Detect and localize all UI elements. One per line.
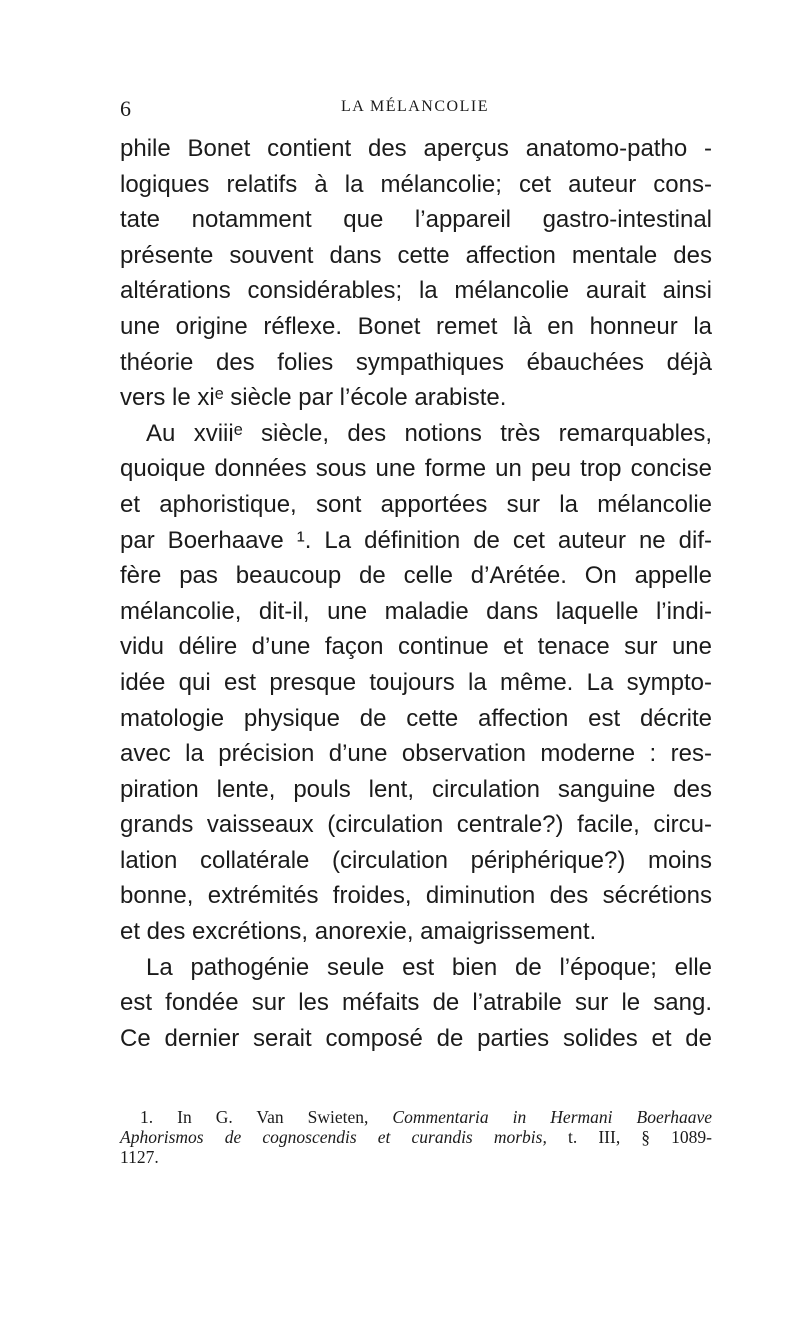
footnote-line xyxy=(120,1107,712,1127)
text-line: et des excrétions, anorexie, amaigrissement. xyxy=(120,918,597,946)
text-line: vidu délire d’une façon continue et tenace sur une xyxy=(120,633,712,661)
text-line: grands vaisseaux (circulation centrale?) facile, circu- xyxy=(120,811,712,839)
text-line: mélancolie, dit-il, une maladie dans laquelle l’indi- xyxy=(120,597,712,625)
footnote-line: 1127. xyxy=(120,1147,159,1167)
text-line: piration lente, pouls lent, circulation sanguine des xyxy=(120,775,712,803)
text-line: La pathogénie seule est bien de l’époque; elle xyxy=(146,953,712,981)
text-line: avec la précision d’une observation moderne : res- xyxy=(120,740,712,768)
footnote xyxy=(120,1107,712,1167)
text-line: par Boerhaave ¹. La définition de cet auteur ne dif- xyxy=(120,526,712,554)
text-line: lation collatérale (circulation périphérique?) moins xyxy=(120,846,712,874)
text-line: tate notamment que l’appareil gastro-intestinal xyxy=(120,206,712,234)
text-line: altérations considérables; la mélancolie aurait ainsi xyxy=(120,277,712,305)
text-line: quoique données sous une forme un peu trop concise xyxy=(120,455,712,483)
text-line: une origine réflexe. Bonet remet là en honneur la xyxy=(120,312,712,340)
text-line: phile Bonet contient des aperçus anatomo-patho - xyxy=(120,135,712,162)
text-line: et aphoristique, sont apportées sur la mélancolie xyxy=(120,490,712,518)
footnote-title-cont: Aphorismos de cognoscendis et curandis morbis, xyxy=(120,1127,547,1147)
text-line: Ce dernier serait composé de parties solides et de xyxy=(120,1024,712,1052)
body-text xyxy=(120,131,712,1056)
text-line: est fondée sur les méfaits de l’atrabile sur le sang. xyxy=(120,989,712,1017)
text-line: bonne, extrémités froides, diminution des sécrétions xyxy=(120,882,712,910)
text-line: théorie des folies sympathiques ébauchées déjà xyxy=(120,348,712,376)
text-line: fère pas beaucoup de celle d’Arétée. On appelle xyxy=(120,562,712,590)
text-line: idée qui est presque toujours la même. La sympto- xyxy=(120,668,712,696)
text-line: matologie physique de cette affection est décrite xyxy=(120,704,712,732)
text-line: vers le xiᵉ siècle par l’école arabiste. xyxy=(120,384,507,412)
page-number: 6 xyxy=(120,96,131,121)
text-line: présente souvent dans cette affection mentale des xyxy=(120,241,712,269)
footnote-author: 1. In G. Van Swieten, xyxy=(140,1107,369,1127)
running-title: LA MÉLANCOLIE xyxy=(341,98,489,115)
footnote-title: Commentaria in Hermani Boerhaave xyxy=(392,1107,713,1127)
page-header xyxy=(120,96,710,120)
text-line: logiques relatifs à la mélancolie; cet auteur cons- xyxy=(120,170,712,198)
footnote-reference: t. III, § 1089- xyxy=(567,1127,712,1147)
footnote-line xyxy=(120,1127,712,1147)
text-line: Au xviiiᵉ siècle, des notions très remarquables, xyxy=(146,419,712,447)
